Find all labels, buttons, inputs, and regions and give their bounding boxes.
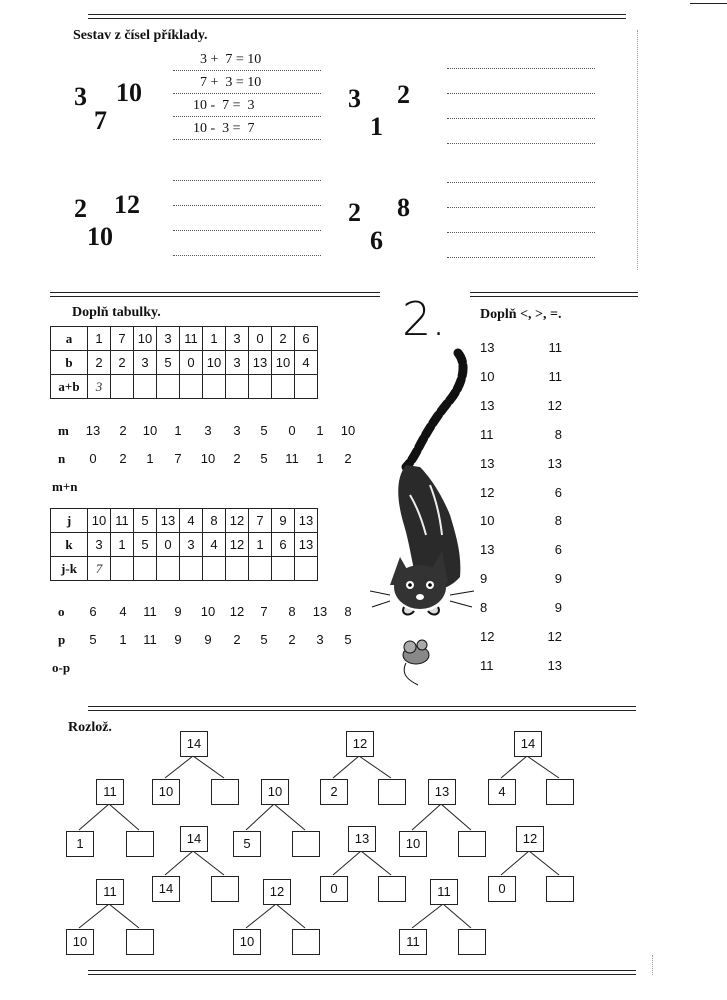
tree-top-number: 13 — [348, 826, 376, 852]
cell-o: 6 — [89, 604, 97, 619]
group1-num-c: 7 — [94, 106, 107, 135]
cell: 7 — [249, 509, 272, 533]
group3-num-c: 10 — [87, 222, 113, 251]
cell: 13 — [249, 351, 272, 375]
cell: 12 — [226, 533, 249, 557]
tree-part-given: 2 — [320, 779, 348, 805]
cell-m: 3 — [204, 423, 212, 438]
connector-line — [412, 804, 441, 830]
cell: 2 — [88, 351, 111, 375]
row-label: a+b — [51, 375, 88, 399]
connector-line — [501, 851, 529, 875]
group3-num-a: 2 — [74, 194, 87, 223]
cell: 1 — [88, 327, 111, 351]
cell: 9 — [272, 509, 295, 533]
connector-line — [109, 804, 139, 830]
cell: 4 — [180, 509, 203, 533]
cell: 13 — [157, 509, 180, 533]
tree-leaf-given: 10 — [66, 929, 94, 955]
group1-num-a: 3 — [74, 82, 87, 111]
connector-line — [79, 904, 109, 928]
row-label: o — [58, 604, 65, 619]
answer-cell[interactable]: 7 — [88, 557, 111, 581]
connector-line — [193, 851, 224, 875]
compare-title: Doplň <, >, =. — [480, 307, 562, 322]
cell: 2 — [111, 351, 134, 375]
compare-left: 12 — [480, 629, 495, 644]
row-label: k — [51, 533, 88, 557]
tree-leaf-given: 11 — [399, 929, 427, 955]
cell: 11 — [111, 509, 134, 533]
tree-leaf-answer[interactable] — [126, 831, 154, 857]
cell: 3 — [226, 351, 249, 375]
compare-right: 8 — [554, 513, 562, 529]
cell-m: 10 — [142, 423, 158, 438]
cell-m: 13 — [85, 423, 101, 438]
section-divider — [88, 970, 636, 975]
group4-num-c: 6 — [370, 226, 383, 255]
cell-m: 3 — [233, 423, 241, 438]
group1-equation-2: 7 + 3 = 10 — [200, 75, 262, 90]
row-label: m — [58, 423, 69, 438]
tree-part-given: 10 — [152, 779, 180, 805]
group3-num-b: 12 — [114, 190, 140, 219]
connector-line — [79, 804, 109, 830]
tree-part-answer[interactable] — [211, 876, 239, 902]
group1-equation-4: 10 - 3 = 7 — [193, 121, 255, 136]
compare-right: 6 — [554, 542, 562, 558]
tree-part-given: 4 — [488, 779, 516, 805]
compare-left: 9 — [480, 571, 488, 587]
cell-n: 1 — [146, 451, 154, 466]
cell-p: 11 — [143, 632, 157, 647]
cell-o: 8 — [344, 604, 352, 619]
compare-left: 11 — [480, 426, 494, 442]
cell-n: 11 — [285, 451, 299, 466]
page-number: 2. — [402, 292, 446, 346]
connector-line — [193, 756, 224, 778]
cell: 3 — [134, 351, 157, 375]
compare-right: 13 — [547, 657, 562, 673]
cell: 12 — [226, 509, 249, 533]
cell-n: 0 — [89, 451, 97, 466]
tables-title: Doplň tabulky. — [72, 305, 161, 320]
cell-o: 11 — [143, 604, 157, 619]
cell-m: 10 — [340, 423, 356, 438]
compare-left: 10 — [480, 368, 495, 384]
cell: 3 — [226, 327, 249, 351]
cell-m: 1 — [174, 423, 182, 438]
answer-cell[interactable]: 3 — [88, 375, 111, 399]
row-label: o-p — [52, 660, 71, 675]
cell-o: 13 — [312, 604, 328, 619]
cell: 5 — [134, 533, 157, 557]
row-label: p — [58, 632, 66, 647]
tree-part-given: 14 — [152, 876, 180, 902]
tree-top-number: 12 — [346, 731, 374, 757]
compare-right: 12 — [547, 629, 562, 644]
cell: 10 — [134, 327, 157, 351]
group2-num-b: 2 — [397, 80, 410, 109]
cell-o: 9 — [174, 604, 182, 619]
row-label: j — [51, 509, 88, 533]
connector-line — [501, 756, 527, 778]
cell: 0 — [180, 351, 203, 375]
compare-left: 13 — [480, 397, 495, 413]
tree-leaf-given: 10 — [399, 831, 427, 857]
compare-left: 12 — [480, 484, 495, 500]
tree-sub-number: 12 — [263, 879, 291, 905]
compare-left: 8 — [480, 600, 488, 616]
compare-left: 13 — [480, 340, 495, 355]
tree-leaf-answer[interactable] — [458, 831, 486, 857]
cell: 3 — [157, 327, 180, 351]
compare-right: 11 — [548, 340, 562, 355]
compare-right: 9 — [554, 600, 562, 616]
cell-o: 10 — [200, 604, 216, 619]
compose-title: Sestav z čísel příklady. — [73, 28, 208, 43]
connector-line — [529, 851, 559, 875]
cell-o: 4 — [119, 604, 127, 619]
group2-num-c: 1 — [370, 112, 383, 141]
cell-n: 2 — [233, 451, 241, 466]
cell: 5 — [157, 351, 180, 375]
cell: 13 — [295, 509, 318, 533]
connector-line — [359, 756, 391, 778]
group1-equation-3: 10 - 7 = 3 — [193, 98, 255, 113]
cell-o: 8 — [288, 604, 296, 619]
connector-line — [443, 904, 471, 928]
cell: 7 — [111, 327, 134, 351]
cell: 1 — [111, 533, 134, 557]
cell: 3 — [180, 533, 203, 557]
group2-num-a: 3 — [348, 84, 361, 113]
tree-part-answer[interactable] — [378, 779, 406, 805]
tree-leaf-answer[interactable] — [292, 929, 320, 955]
cell-n: 2 — [119, 451, 127, 466]
compare-right: 11 — [548, 368, 562, 384]
compare-right: 6 — [554, 484, 562, 500]
connector-line — [276, 904, 305, 928]
tree-leaf-given: 5 — [233, 831, 261, 857]
cell: 0 — [249, 327, 272, 351]
row-label: a — [51, 327, 88, 351]
cell-o: 12 — [229, 604, 245, 619]
cell-p: 2 — [288, 632, 296, 647]
connector-line — [527, 756, 559, 778]
compare-right: 12 — [547, 397, 562, 413]
cell: 0 — [157, 533, 180, 557]
connector-line — [441, 804, 471, 830]
tree-top-number: 14 — [180, 826, 208, 852]
group1-equation-1: 3 + 7 = 10 — [200, 52, 262, 67]
cell: 4 — [295, 351, 318, 375]
tree-sub-number: 11 — [96, 779, 124, 805]
compare-left: 13 — [480, 542, 495, 558]
tree-leaf-answer[interactable] — [292, 831, 320, 857]
tree-part-answer[interactable] — [378, 876, 406, 902]
tree-part-answer[interactable] — [211, 779, 239, 805]
cell-n: 1 — [316, 451, 324, 466]
connector-line — [246, 804, 274, 830]
connector-line — [246, 904, 276, 928]
cell-o: 7 — [260, 604, 268, 619]
connector-line — [333, 756, 359, 778]
cell: 6 — [295, 327, 318, 351]
tree-part-answer[interactable] — [546, 876, 574, 902]
cell-p: 5 — [260, 632, 268, 647]
compare-right: 13 — [547, 455, 562, 471]
tree-top-number: 14 — [514, 731, 542, 757]
cell-p: 1 — [119, 632, 127, 647]
connector-line — [412, 904, 443, 928]
cell: 11 — [180, 327, 203, 351]
cell-n: 2 — [344, 451, 352, 466]
cell: 3 — [88, 533, 111, 557]
cell-p: 9 — [174, 632, 182, 647]
cell-m: 1 — [316, 423, 324, 438]
row-label: n — [58, 451, 66, 466]
compare-right: 8 — [554, 426, 562, 442]
connector-line — [165, 851, 193, 875]
tree-sub-number: 10 — [261, 779, 289, 805]
compare-left: 13 — [480, 455, 495, 471]
tree-top-number: 12 — [516, 826, 544, 852]
compare-left: 11 — [480, 657, 494, 673]
cell: 8 — [203, 509, 226, 533]
group1-num-b: 10 — [116, 78, 142, 107]
group4-num-b: 8 — [397, 193, 410, 222]
decompose-title: Rozlož. — [68, 720, 112, 735]
cell-n: 5 — [260, 451, 268, 466]
compare-left: 10 — [480, 513, 495, 529]
tree-sub-number: 11 — [430, 879, 458, 905]
tree-part-given: 0 — [320, 876, 348, 902]
cell-n: 7 — [174, 451, 182, 466]
connector-line — [165, 756, 193, 778]
group4-num-a: 2 — [348, 198, 361, 227]
cell: 5 — [134, 509, 157, 533]
cell-p: 2 — [233, 632, 241, 647]
cell-p: 3 — [316, 632, 324, 647]
cell: 1 — [203, 327, 226, 351]
row-label: m+n — [52, 479, 78, 494]
cell-n: 10 — [200, 451, 216, 466]
connector-line — [109, 904, 139, 928]
cell: 1 — [249, 533, 272, 557]
tree-part-given: 0 — [488, 876, 516, 902]
row-label: b — [51, 351, 88, 375]
tree-leaf-given: 1 — [66, 831, 94, 857]
cell: 10 — [88, 509, 111, 533]
cell: 6 — [272, 533, 295, 557]
cell: 4 — [203, 533, 226, 557]
connector-line — [333, 851, 361, 875]
margin-dots — [652, 955, 653, 975]
cell-p: 9 — [204, 632, 212, 647]
row-label: j-k — [51, 557, 88, 581]
cell: 10 — [203, 351, 226, 375]
cell: 2 — [272, 327, 295, 351]
connector-line — [361, 851, 391, 875]
compare-right: 9 — [554, 571, 562, 587]
tree-part-answer[interactable] — [546, 779, 574, 805]
tree-leaf-given: 10 — [233, 929, 261, 955]
cell-m: 5 — [260, 423, 268, 438]
cell-m: 2 — [119, 423, 127, 438]
cell-p: 5 — [89, 632, 97, 647]
cell-p: 5 — [344, 632, 352, 647]
tree-leaf-answer[interactable] — [458, 929, 486, 955]
tree-top-number: 14 — [180, 731, 208, 757]
cell: 13 — [295, 533, 318, 557]
tree-leaf-answer[interactable] — [126, 929, 154, 955]
tree-sub-number: 13 — [428, 779, 456, 805]
tree-sub-number: 11 — [96, 879, 124, 905]
cell-m: 0 — [288, 423, 296, 438]
connector-line — [274, 804, 305, 830]
cell: 10 — [272, 351, 295, 375]
